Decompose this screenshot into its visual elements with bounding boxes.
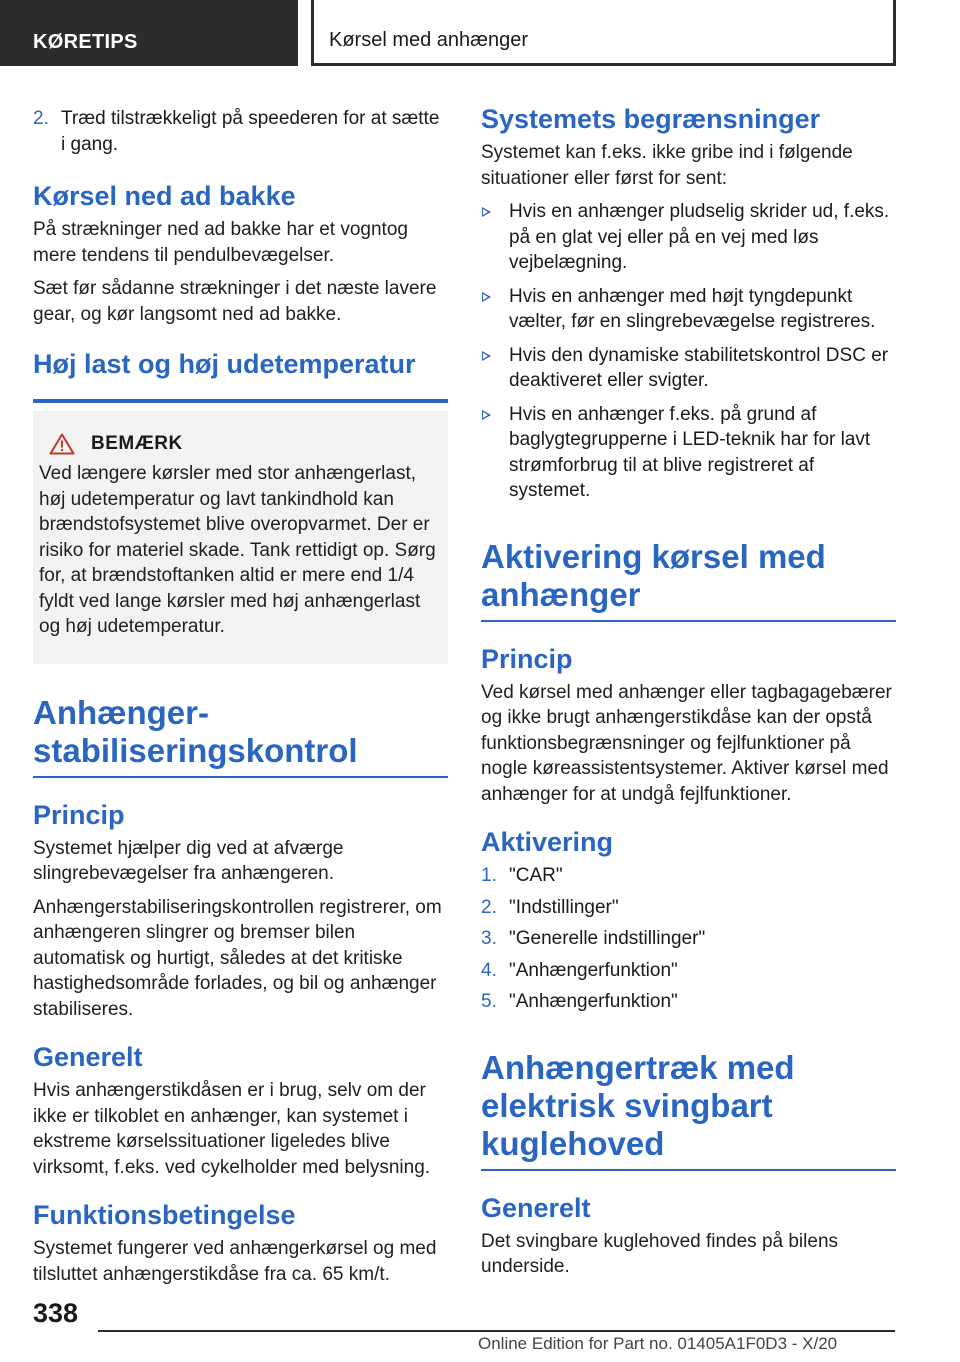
paragraph: Systemet fungerer ved anhængerkørsel og med tilsluttet anhængerstikdåse fra ca. 65 km/t. <box>33 1238 437 1285</box>
list-item: Hvis en anhænger pludselig skrider ud, f.eks. på en glat vej eller på en vej med løs vejbelægning. <box>481 199 896 276</box>
paragraph: Ved kørsel med anhænger eller tagbagagebærer og ikke brugt anhængerstikdåse kan der opstå funktionsbegrænsninger og fejlfunktioner på nogle køreassistentsystemer. Aktiver kørsel med anhænger for at undgå fejlfunktioner. <box>481 681 892 805</box>
notice-text: Ved længere kørsler med stor anhængerlast, høj udetemperatur og lavt tankindhold kan brændstofsystemet blive overopvarmet. Der er risiko for materiel skade. Tank rettidigt op. Sørg for, at brændstoftanken altid er mere end 1/4 fyldt ved lange kørsler med høj anhængerlast og høj udetemperatur. <box>39 463 436 637</box>
edition-text: Online Edition for Part no. 01405A1F0D3 - X/20 <box>478 1334 838 1353</box>
limits-list <box>481 199 896 504</box>
notice-header <box>39 433 440 455</box>
bullet-triangle-icon <box>482 207 491 217</box>
list-item <box>33 106 448 157</box>
notice-label: BEMÆRK <box>91 433 183 454</box>
chapter-title: Kørsel med anhænger <box>311 0 896 66</box>
heading-principle: Princip <box>33 799 125 830</box>
heading-rule <box>33 349 448 403</box>
heading-system-limits: Systemets begrænsninger <box>481 104 821 134</box>
heading-function-condition: Funktionsbetingelse <box>33 1200 296 1230</box>
page-number: 338 <box>33 1298 79 1328</box>
list-item: 5. "Anhængerfunktion" <box>481 991 678 1012</box>
left-column <box>33 100 448 1295</box>
heading-principle: Princip <box>481 643 573 674</box>
list-item: 1. "CAR" <box>481 865 563 886</box>
step-list-continued <box>33 106 448 157</box>
warning-icon <box>49 433 75 455</box>
page-header <box>0 0 960 66</box>
heading-trailer-hitch: Anhængertræk med elektrisk svingbart kuglehoved <box>481 1048 795 1162</box>
heading-heat: Høj last og høj udetemperatur <box>33 349 416 379</box>
step-text: Træd tilstrækkeligt på speederen for at sætte i gang. <box>61 108 440 155</box>
page-footer <box>0 1290 960 1362</box>
bullet-triangle-icon <box>482 292 491 302</box>
list-item: Hvis en anhænger f.eks. på grund af baglygtegrupperne i LED-teknik har for lavt strømforbrug til at blive registreret af systemet. <box>481 402 896 504</box>
footer-divider <box>98 1330 895 1332</box>
bullet-triangle-icon <box>482 351 491 361</box>
section-heading-block <box>481 1049 896 1171</box>
paragraph: Systemet kan f.eks. ikke gribe ind i følgende situationer eller først for sent: <box>481 142 853 189</box>
list-item: Hvis den dynamiske stabilitetskontrol DSC er deaktiveret eller svigter. <box>481 343 896 394</box>
heading-activate-trailer: Aktivering kørsel med anhænger <box>481 537 826 613</box>
heading-downhill: Kørsel ned ad bakke <box>33 181 296 211</box>
notice-box <box>33 411 448 664</box>
heading-general: Generelt <box>481 1192 591 1223</box>
list-item: 2. "Indstillinger" <box>481 896 619 918</box>
heading-activation: Aktivering <box>481 827 614 857</box>
bullet-triangle-icon <box>482 410 491 420</box>
list-item: 4. "Anhængerfunktion" <box>481 959 678 981</box>
section-heading-block <box>33 694 448 778</box>
paragraph: Hvis anhængerstikdåsen er i brug, selv om der ikke er tilkoblet en anhænger, kan systemet i ekstreme kørselssituationer ligeledes blive virksomt, f.eks. ved cykelholder med belysning. <box>33 1080 431 1178</box>
list-item: 3. "Generelle indstillinger" <box>481 928 706 949</box>
paragraph: Sæt før sådanne strækninger i det næste lavere gear, og kør langsomt ned ad bakke. <box>33 278 437 325</box>
step-number: 2. <box>33 108 49 129</box>
section-heading-block <box>481 538 896 622</box>
heading-general: Generelt <box>33 1042 143 1072</box>
section-label: KØRETIPS <box>0 0 298 66</box>
activation-steps <box>481 863 896 1015</box>
paragraph: Anhængerstabiliseringskontrollen registrerer, om anhængeren slingrer og bremser bilen automatisk og hurtigt, således at det kritiske hastighedsområde forlades, og bil og anhænger stabiliseres. <box>33 896 442 1020</box>
paragraph: På strækninger ned ad bakke har et vogntog mere tendens til pendulbevægelser. <box>33 219 408 266</box>
right-column <box>481 100 896 1288</box>
paragraph: Det svingbare kuglehoved findes på bilens underside. <box>481 1230 839 1277</box>
paragraph: Systemet hjælper dig ved at afværge slingrebevægelser fra anhængeren. <box>33 837 344 884</box>
heading-stability-control: Anhængerstabiliseringskontrol <box>33 693 358 769</box>
list-item: Hvis en anhænger med højt tyngdepunkt vælter, før en slingrebevægelse registreres. <box>481 284 896 335</box>
